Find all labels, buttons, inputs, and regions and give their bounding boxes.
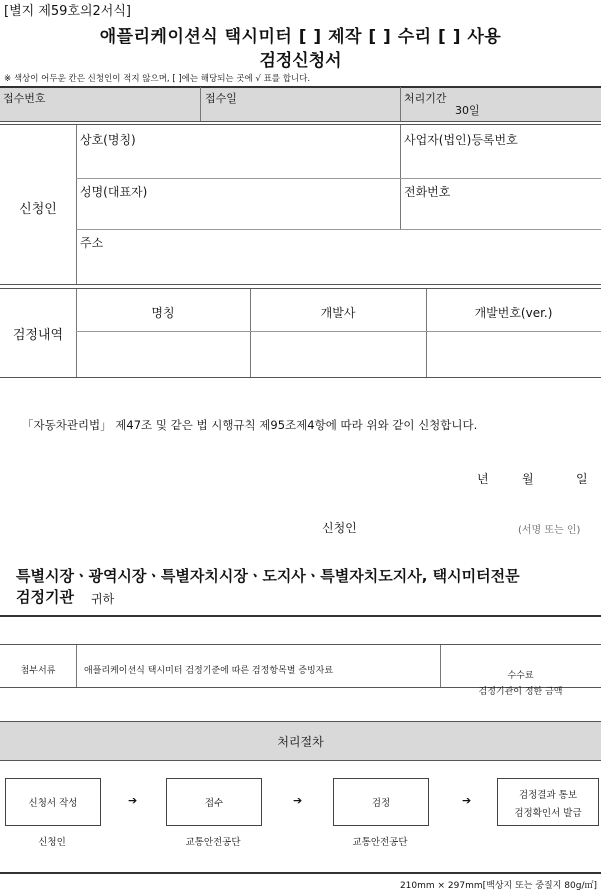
procedure-actor-inspect: 교통안전공단 <box>352 837 408 848</box>
form-title-line2: 검정신청서 <box>259 51 342 71</box>
verification-developer-field[interactable] <box>254 335 422 373</box>
recipient-line1: 특별시장ㆍ광역시장ㆍ특별자치시장ㆍ도지사ㆍ특별자치도지사, 택시미터전문 <box>16 567 520 585</box>
fee-value: 검정기관이 정한 금액 <box>478 687 563 697</box>
procedure-title: 처리절차 <box>277 735 324 749</box>
arrow-icon: ➔ <box>128 794 138 807</box>
verification-name-field[interactable] <box>80 335 246 373</box>
procedure-step-result-label: 검정결과 통보 <box>518 790 578 801</box>
procedure-actor-receive: 교통안전공단 <box>185 837 241 848</box>
procedure-actor-applicant: 신청인 <box>38 837 66 848</box>
representative-field[interactable] <box>80 200 396 227</box>
recipient-line2: 검정기관 <box>16 588 74 606</box>
receipt-date-label: 접수일 <box>205 92 237 105</box>
form-reference: [별지 제59호의2서식] <box>4 4 131 19</box>
procedure-step-inspect <box>333 778 429 826</box>
processing-period-value: 30일 <box>455 104 480 117</box>
verification-header-version: 개발번호(ver.) <box>474 306 553 320</box>
arrow-icon: ➔ <box>293 794 303 807</box>
business-number-label: 사업자(법인)등록번호 <box>404 133 518 147</box>
representative-label: 성명(대표자) <box>80 185 148 199</box>
paper-spec-footer: 210mm × 297mm[백상지 또는 중질지 80g/㎡] <box>399 881 597 891</box>
attachment-content: 애플리케이션식 택시미터 검정기준에 따른 검정항목별 증빙자료 <box>84 666 334 676</box>
address-field[interactable] <box>80 250 597 282</box>
procedure-step-inspect-label: 검정 <box>371 798 391 809</box>
application-statement: 「자동차관리법」 제47조 및 같은 법 시행규칙 제95조제4항에 따라 위와 같이 신청합니다. <box>22 418 478 432</box>
address-label: 주소 <box>80 236 104 250</box>
arrow-icon: ➔ <box>462 794 472 807</box>
procedure-step-receive-label: 접수 <box>204 798 224 809</box>
recipient-suffix: 귀하 <box>91 592 115 606</box>
form-note: ※ 색상이 어두운 칸은 신청인이 적지 않으며, [ ]에는 해당되는 곳에 √ 표를 합니다. <box>4 74 311 84</box>
date-day-label: 일 <box>576 472 588 486</box>
company-name-field[interactable] <box>80 148 396 176</box>
processing-period-label: 처리기간 <box>404 92 447 105</box>
receipt-number-label: 접수번호 <box>3 92 46 105</box>
procedure-step-apply-label: 신청서 작성 <box>28 798 78 809</box>
verification-header-name: 명칭 <box>151 306 175 320</box>
verification-header-developer: 개발사 <box>320 306 356 320</box>
company-name-label: 상호(명칭) <box>80 133 136 147</box>
verification-version-field[interactable] <box>430 335 597 373</box>
phone-field[interactable] <box>404 200 597 227</box>
date-year-label: 년 <box>477 472 489 486</box>
procedure-step-receive <box>166 778 262 826</box>
receipt-row <box>0 86 601 121</box>
form-title: 애플리케이션식 택시미터 [ ] 제작 [ ] 수리 [ ] 사용 <box>99 27 502 47</box>
verification-section-label: 검정내역 <box>12 328 64 343</box>
procedure-step-certificate-label: 검정확인서 발급 <box>514 808 582 819</box>
procedure-step-result <box>497 778 599 826</box>
attachment-label: 첨부서류 <box>20 666 56 676</box>
business-number-field[interactable] <box>404 148 597 176</box>
date-month-label: 월 <box>522 472 534 486</box>
signature-label: 신청인 <box>322 521 357 535</box>
fee-label: 수수료 <box>507 671 534 681</box>
phone-label: 전화번호 <box>404 185 451 199</box>
procedure-step-apply <box>5 778 101 826</box>
applicant-section-label: 신청인 <box>19 202 57 217</box>
signature-hint: (서명 또는 인) <box>518 525 581 536</box>
